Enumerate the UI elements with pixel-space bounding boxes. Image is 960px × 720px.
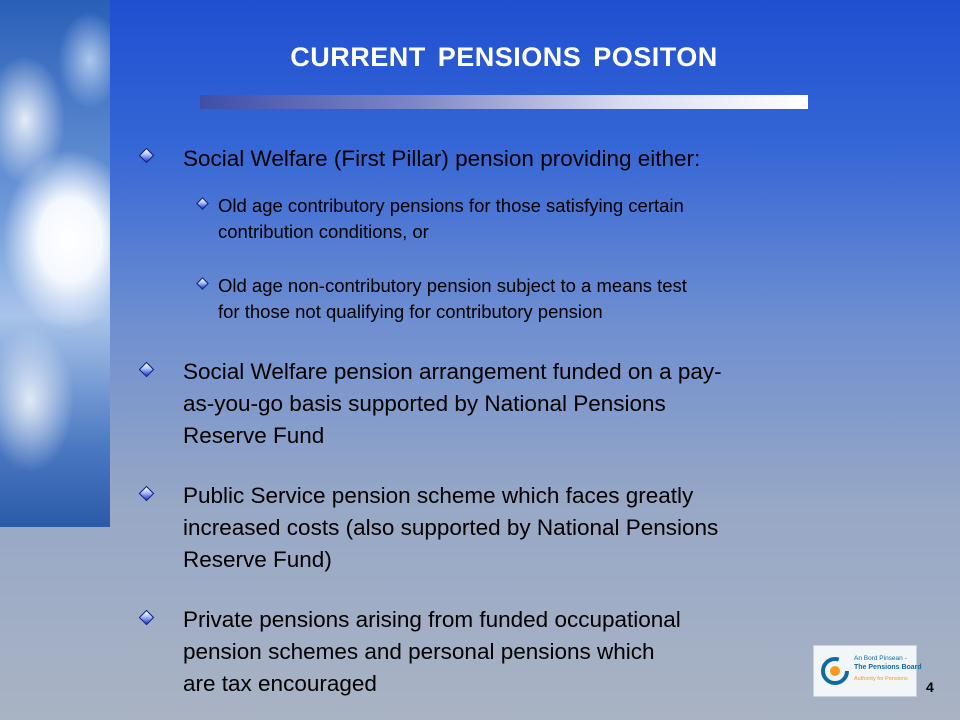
logo-text-tagline: Authority for Pensions (854, 676, 908, 682)
bullet-diamond-icon (139, 610, 155, 626)
bullet-diamond-icon (139, 486, 155, 502)
title-underline-bar (200, 95, 808, 109)
pensions-board-logo (813, 645, 922, 697)
bullet-line: Social Welfare pension arrangement funded on a pay- (183, 359, 722, 384)
bullet-line: Social Welfare (First Pillar) pension providing either: (183, 146, 701, 171)
bullet-line: are tax encouraged (183, 671, 377, 696)
bullet-line: Public Service pension scheme which faces greatly (183, 483, 694, 508)
bullet-line: Reserve Fund (183, 423, 325, 448)
sub-bullet-diamond-icon (196, 197, 209, 210)
sky-image-panel (0, 0, 110, 527)
page-number: 4 (926, 679, 934, 695)
bullet-payg-arrangement (183, 356, 903, 452)
bullet-line: contribution conditions, or (218, 221, 429, 242)
bullet-line: Reserve Fund) (183, 547, 332, 572)
slide-title: CURRENT PENSIONS POSITON (290, 42, 718, 72)
bullet-line: for those not qualifying for contributory pension (218, 301, 603, 322)
bullet-diamond-icon (139, 148, 155, 164)
bullet-public-service (183, 480, 903, 576)
bullet-social-welfare (183, 143, 903, 175)
bullet-private-pensions (183, 604, 903, 700)
logo-text-irish: An Bord Pinsean - (854, 655, 907, 662)
bullet-line: Private pensions arising from funded occupational (183, 607, 681, 632)
logo-text-name: The Pensions Board (854, 664, 922, 671)
sub-bullet-non-contributory (218, 273, 918, 325)
sub-bullet-diamond-icon (196, 277, 209, 290)
bullet-line: Old age non-contributory pension subject to a means test (218, 275, 687, 296)
pensions-board-logo-icon (820, 656, 850, 686)
bullet-line: pension schemes and personal pensions which (183, 639, 655, 664)
bullet-line: Old age contributory pensions for those satisfying certain (218, 195, 684, 216)
bullet-line: increased costs (also supported by National Pensions (183, 515, 719, 540)
bullet-diamond-icon (139, 362, 155, 378)
bullet-line: as-you-go basis supported by National Pensions (183, 391, 666, 416)
sub-bullet-contributory (218, 193, 918, 245)
